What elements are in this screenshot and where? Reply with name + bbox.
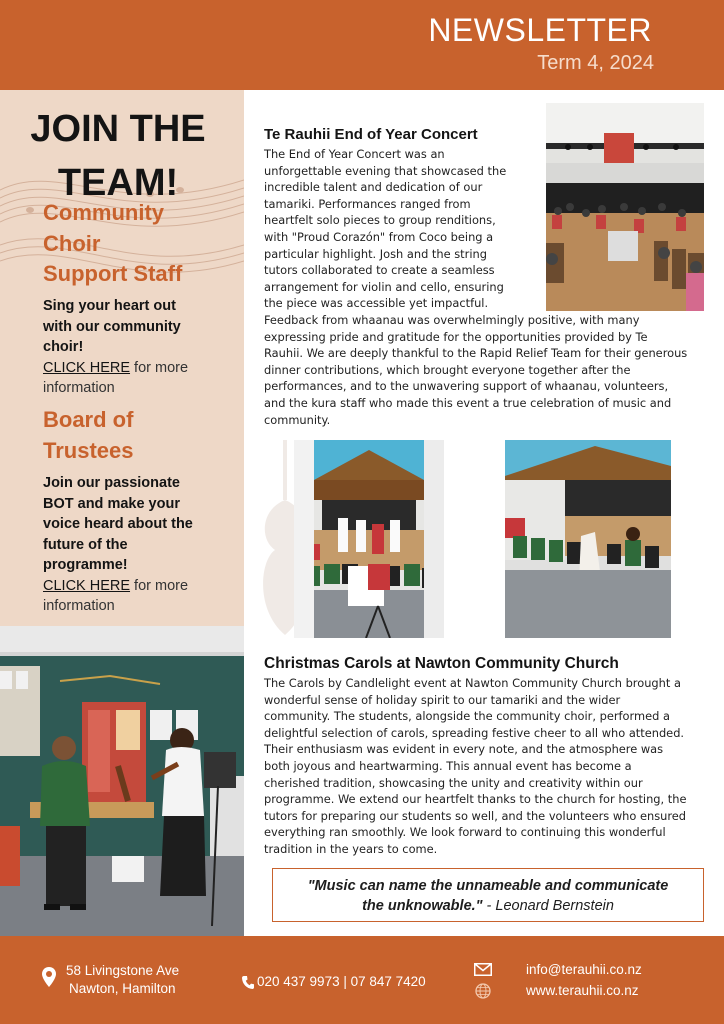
- paragraph-line: everything ran smoothly. We look forward to continuing this wonderful: [264, 825, 666, 840]
- join-team-heading: [18, 102, 218, 210]
- concert-heading: Te Rauhii End of Year Concert: [264, 126, 478, 143]
- paragraph-line: community. The students, alongside the community choir, performed a: [264, 709, 670, 724]
- newsletter-header: [0, 0, 724, 90]
- paragraph-line: incredible talent and dedication of our: [264, 180, 483, 195]
- text-line: with our community: [43, 318, 181, 335]
- paragraph-line: delightful selection of carols, spreading festive cheer to all who attended.: [264, 725, 685, 740]
- quote-author: - Leonard Bernstein: [482, 898, 614, 914]
- paragraph-line: programme. We extend our heartfelt thanks to the church for hosting, the: [264, 792, 687, 807]
- church-carols-photo-2: [505, 440, 671, 638]
- paragraph-line: cherished tradition, showcasing the unity and creativity within our: [264, 775, 643, 790]
- board-of-trustees-text: [43, 473, 235, 617]
- heading-line: Support Staff: [43, 261, 183, 286]
- paragraph-line: tutors collaborated to create a seamless: [264, 263, 495, 278]
- footer-phone[interactable]: 020 437 9973 | 07 847 7420: [257, 974, 426, 989]
- text-line: BOT and make your: [43, 495, 180, 512]
- address-line: 58 Livingstone Ave: [66, 963, 180, 978]
- more-info-text: for more: [130, 359, 189, 376]
- mail-icon: [474, 963, 492, 976]
- join-team-line-2: TEAM!: [57, 162, 179, 204]
- more-info-text: information: [43, 598, 115, 614]
- paragraph-line: expressing pride and gratitude for the opportunities provided by Te: [264, 329, 648, 344]
- paragraph-line: dinner contributions, which brought everyone together after the: [264, 362, 631, 377]
- join-team-line-1: JOIN THE: [30, 108, 206, 150]
- paragraph-line: Their enthusiasm was evident in every note, and the atmosphere was: [264, 742, 664, 757]
- community-choir-heading: [43, 198, 182, 290]
- paragraph-line: performances, and to the unwavering support of whaanau, volunteers,: [264, 379, 669, 394]
- more-info-text: for more: [130, 577, 189, 594]
- newsletter-title: NEWSLETTER: [428, 12, 652, 48]
- church-carols-photo-1: [294, 440, 444, 638]
- paragraph-line: the piece was accessible yet impactful.: [264, 296, 489, 311]
- address-line: Nawton, Hamilton: [69, 981, 176, 996]
- paragraph-line: The Carols by Candlelight event at Nawton Community Church brought a: [264, 676, 681, 690]
- community-choir-text: [43, 296, 235, 399]
- text-line: future of the: [43, 536, 128, 553]
- globe-icon: [475, 983, 491, 999]
- paragraph-line: Rauhii. We are deeply thankful to the Rapid Relief Team for their generous: [264, 346, 688, 361]
- paragraph-line: wonderful sense of holiday spirit to our tamariki and the wider: [264, 692, 621, 707]
- carols-paragraph: [264, 675, 686, 858]
- more-info-text: information: [43, 380, 115, 396]
- choir-click-here-link[interactable]: CLICK HERE: [43, 359, 131, 376]
- carols-heading: Christmas Carols at Nawton Community Church: [264, 655, 619, 672]
- paragraph-line: tradition in the years to come.: [264, 841, 438, 856]
- paragraph-line: tamariki. Performances ranged from: [264, 196, 471, 211]
- heading-line: Trustees: [43, 437, 134, 463]
- concert-hall-photo: [546, 103, 704, 311]
- heading-line: Choir: [43, 230, 101, 256]
- paragraph-line: tutors for preparing our students so well, and the volunteers who ensured: [264, 808, 687, 823]
- paragraph-line: The End of Year Concert was an: [264, 147, 445, 161]
- paragraph-line: heartfelt solo pieces to group renditions,: [264, 213, 496, 228]
- bot-click-here-link[interactable]: CLICK HERE: [43, 577, 131, 594]
- quote-line-1: "Music can name the unnameable and communicate: [307, 878, 669, 894]
- heading-line: Community: [43, 200, 164, 225]
- text-line: choir!: [43, 339, 84, 355]
- paragraph-line: community.: [264, 412, 331, 427]
- location-pin-icon: [42, 967, 56, 987]
- paragraph-line: Feedback from whaanau was overwhelmingly positive, with many: [264, 313, 640, 327]
- paragraph-line: with "Proud Corazón" from Coco being a: [264, 229, 494, 244]
- quote-line-2: the unknowable.": [362, 898, 483, 914]
- text-line: Sing your heart out: [43, 298, 176, 314]
- paragraph-line: and the kura staff who made this event a true celebration of music and: [264, 395, 672, 410]
- concert-paragraph-narrow: [264, 146, 506, 312]
- quote-box: [272, 868, 704, 922]
- paragraph-line: particular highlight. Josh and the string: [264, 246, 487, 261]
- text-line: voice heard about the: [43, 516, 193, 532]
- paragraph-line: unforgettable evening that showcased the: [264, 163, 507, 178]
- heading-line: Board of: [43, 407, 134, 432]
- board-of-trustees-heading: [43, 405, 134, 466]
- footer-email[interactable]: info@terauhii.co.nz: [526, 962, 642, 977]
- concert-paragraph-wide: [264, 312, 687, 428]
- phone-icon: [242, 976, 254, 989]
- footer-address: [66, 962, 179, 998]
- newsletter-footer: [0, 936, 724, 1024]
- text-line: programme!: [43, 557, 128, 573]
- footer-website[interactable]: www.terauhii.co.nz: [526, 983, 639, 998]
- paragraph-line: arrangement for violin and cello, ensuring: [264, 279, 504, 294]
- music-room-photo: [0, 626, 244, 936]
- paragraph-line: both joyous and heartwarming. This annual event has become a: [264, 758, 632, 773]
- newsletter-term: Term 4, 2024: [537, 52, 654, 74]
- text-line: Join our passionate: [43, 475, 180, 491]
- join-team-sidebar: [0, 90, 244, 626]
